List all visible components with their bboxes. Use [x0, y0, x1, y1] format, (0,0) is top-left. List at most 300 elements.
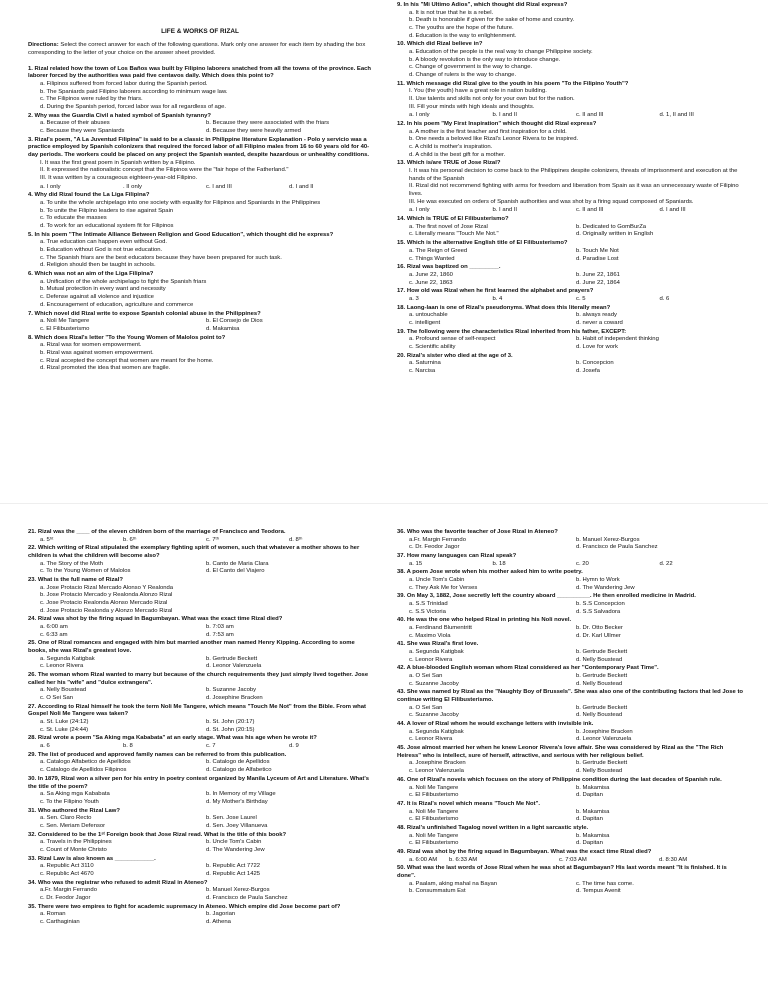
answer-option: b. Republic Act 7722 [206, 863, 261, 870]
question-item [28, 880, 372, 903]
question-item [397, 777, 743, 800]
question-item [28, 271, 372, 309]
question-text: 4. Why did Rizal found the La Liga Filipina? [28, 192, 150, 199]
question-item [397, 825, 743, 848]
answer-option: b. S.S Concepcion [576, 601, 625, 608]
question-item [28, 640, 372, 671]
answer-option: b. The Spaniards paid Filipino laborers according to minimum wage law. [40, 88, 228, 95]
question-item [28, 735, 372, 750]
answer-option: d. Religion should then be taught in schools. [40, 262, 156, 269]
left-column-top [28, 0, 372, 503]
question-item [28, 672, 372, 703]
answer-options [397, 168, 743, 206]
answer-option: b. Because they were associated with the friars [206, 120, 330, 127]
answer-option: c. II and III [576, 112, 604, 119]
question-item [28, 856, 372, 879]
answer-option: a. 6:00 AM [409, 856, 438, 863]
answer-options [397, 577, 743, 592]
question-text: 43. She was named by Rizal as the "Naughty Boy of Brussels". She was also one of the contributing factors that led Jose to continue writing El Filibusterismo. [397, 689, 743, 704]
answer-option: d. I and II [289, 183, 314, 190]
answer-options [397, 112, 743, 120]
answer-option: d. Love for work [576, 343, 618, 350]
answer-option: b. I and II [492, 207, 518, 214]
answer-option: b. Gertrude Beckett [576, 673, 628, 680]
answer-option: c. To the Young Women of Malolos [40, 568, 131, 575]
answer-option: c. Defense against all violence and injustice [40, 294, 154, 301]
document-title: LIFE & WORKS OF RIZAL [161, 28, 239, 35]
question-text: 47. It is Rizal's novel which means "Touch Me Not". [397, 800, 541, 807]
answer-option: a. O Sei San [409, 673, 443, 680]
answer-option: a. The first novel of Jose Rizal [409, 223, 488, 230]
answer-option: c. Dr. Feodor Jagor [40, 894, 91, 901]
answer-options [397, 248, 743, 263]
question-text: 18. Laong-laan is one of Rizal's pseudonyms. What does this literally mean? [397, 304, 611, 311]
answer-options [397, 10, 743, 41]
question-item [397, 353, 743, 376]
answer-option: d. Originally written in English [576, 231, 654, 238]
answer-option: d. Rizal promoted the idea that women are fragile. [40, 365, 171, 372]
answer-option: c. El Filibusterismo [409, 840, 459, 847]
question-item [28, 832, 372, 855]
answer-option: d. Makamisa [206, 325, 240, 332]
question-item [397, 288, 743, 303]
answer-option: a.Fr. Margin Ferrando [409, 536, 466, 543]
answer-option: c. Leonor Rivera [409, 736, 453, 743]
answer-option: d. Dapitan [576, 816, 603, 823]
answer-option: d. S.S Salvadora [576, 608, 621, 615]
answer-option: c. To educate the masses [40, 215, 107, 222]
answer-option: a. To unite the whole archipelago into one society with equality for Filipinos and Spaniards in the Philippines [40, 200, 321, 207]
answer-option: d. June 22, 1864 [576, 279, 620, 286]
answer-option: c. 5 [576, 295, 586, 302]
question-text: 19. The following were the characteristics Rizal inherited from his father, EXCEPT: [397, 328, 627, 335]
answer-options [397, 312, 743, 327]
answer-options [28, 656, 372, 671]
answer-option: b. 18 [492, 560, 506, 567]
answer-option: a. The Story of the Moth [40, 560, 104, 567]
answer-option: d. 7:53 am [206, 631, 234, 638]
answer-options [397, 705, 743, 720]
answer-option: a. Because of their abuses [40, 120, 110, 127]
answer-option: d. Dapitan [576, 840, 603, 847]
answer-options [28, 200, 372, 231]
answer-option: d. Nelly Boustead [576, 712, 623, 719]
answer-option: c. The Filipinos were ruled by the friars. [40, 96, 143, 103]
answer-option: a. Sen. Claro Recto [40, 815, 92, 822]
answer-option: c. Republic Act 4670 [40, 870, 94, 877]
answer-options [397, 857, 743, 865]
answer-option: c. 7 [206, 743, 216, 750]
answer-option: c. Count of Monte Christo [40, 846, 107, 853]
question-text: 41. She was Rizal's first love. [397, 641, 479, 648]
answer-option: b. 8 [123, 743, 133, 750]
answer-option: c. Narcisa [409, 367, 436, 374]
answer-option: d. Because they were heavily armed [206, 128, 301, 135]
answer-option: a. Republic Act 3110 [40, 863, 94, 870]
answer-option: a. Education of the people is the real way to change Philippine society. [409, 49, 593, 56]
page-top-half [0, 0, 768, 503]
answer-option: b. always ready [576, 312, 617, 319]
question-item [397, 216, 743, 239]
answer-option: c. intelligent [409, 319, 441, 326]
right-column-top [397, 0, 743, 503]
answer-option: b. Catalogo de Apellidos [206, 759, 270, 766]
question-item [28, 577, 372, 615]
answer-option: a. Segunda Katigbak [409, 728, 464, 735]
answer-option: a. Segunda Katigbak [409, 649, 464, 656]
answer-option: b. In Memory of my Village [206, 791, 276, 798]
answer-option: b. One needs a beloved like Rizal's Leonor Rivera to be inspired. [409, 136, 579, 143]
answer-option: c. June 22, 1863 [409, 279, 453, 286]
answer-option: a. Ferdinand Blumentritt [409, 625, 472, 632]
answer-option: c. Literally means "Touch Me Not." [409, 231, 499, 238]
answer-option: c. The time has come. [576, 880, 634, 887]
answer-option: c. Sen. Meriam Defensor [40, 822, 106, 829]
answer-option: a. Noli Me Tangere [409, 832, 459, 839]
answer-option: d. Paradise Lost [576, 255, 619, 262]
answer-option: a. Noli Me Tangere [409, 784, 459, 791]
question-item [397, 121, 743, 159]
answer-options [28, 160, 372, 183]
answer-option: c. El Filibusterismo [40, 325, 90, 332]
answer-option: c. Leonor Rivera [40, 663, 84, 670]
answer-option: c. St. Luke (24:44) [40, 726, 89, 733]
question-text: 15. Which is the alternative English title of El Filibusterismo? [397, 240, 568, 247]
question-item [28, 529, 372, 544]
answer-option: b. Dr. Otto Becker [576, 625, 623, 632]
answer-option: b. 6ᵗʰ [123, 536, 137, 543]
question-text: 24. Rizal was shot by the firing squad in Bagumbayan. What was the exact time Rizal died? [28, 616, 283, 623]
answer-options [397, 360, 743, 375]
question-item [28, 66, 372, 112]
answer-option: a. Paalam, aking mahal na Bayan [409, 880, 498, 887]
answer-option: c. 20 [576, 560, 589, 567]
question-text: 40. He was the one who helped Rizal in printing his Noli novel. [397, 617, 572, 624]
answer-option: a. The Reign of Greed [409, 247, 468, 254]
answer-option: c. Carthaginian [40, 918, 80, 925]
answer-option: d. My Mother's Birthday [206, 798, 268, 805]
answer-options [28, 887, 372, 902]
question-item [28, 113, 372, 136]
answer-option: c. A child is mother's inspiration. [409, 144, 493, 151]
answer-options [28, 184, 372, 192]
answer-option: c. Rizal accepted the concept that women are meant for the home. [40, 357, 214, 364]
answer-option: c. The Spanish friars are the best educators because they have been prepared for such task. [40, 254, 282, 261]
answer-option: b. 6:33 AM [449, 856, 478, 863]
question-item [397, 849, 743, 864]
answer-option: a.Fr. Margin Ferrando [40, 887, 97, 894]
answer-option: d. To work for an educational system fit for Filipinos [40, 223, 174, 230]
answer-option: d. Leonor Valenzuela [206, 663, 262, 670]
question-text: 21. Rizal was the ____ of the eleven children born of the marriage of Francisco and Teodora. [28, 529, 286, 535]
question-item [28, 776, 372, 807]
question-item [28, 311, 372, 334]
question-text: 25. One of Rizal romances and engaged with him but married another man named Henry Kipping. According to some books, she was Rizal's greatest love. [28, 640, 355, 655]
answer-options [397, 729, 743, 744]
question-item [397, 801, 743, 824]
answer-options [397, 224, 743, 239]
question-item [397, 689, 743, 720]
question-text: 10. Which did Rizal believe in? [397, 41, 483, 48]
question-item [397, 305, 743, 328]
answer-options [397, 207, 743, 215]
answer-options [397, 88, 743, 111]
answer-options [28, 561, 372, 576]
answer-option: II. Use talents and skills not only for your own but for the nation. [409, 96, 575, 103]
answer-option: c. Maximo Viola [409, 632, 451, 639]
answer-option: a. 6:00 am [40, 624, 68, 631]
right-column-bottom [397, 504, 743, 1007]
answer-options [28, 81, 372, 112]
answer-option: d. Dr. Karl Ullmer [576, 632, 621, 639]
answer-option: c. El Filibusterismo [409, 792, 459, 799]
question-item [397, 665, 743, 688]
answer-option: b. Manuel Xerez-Burgos [576, 536, 640, 543]
answer-option: a. Jose Protacio Rizal Mercado Alonso Y Realonda [40, 584, 174, 591]
answer-option: c. Leonor Rivera [409, 656, 453, 663]
answer-option: d. Education is the way to enlightenment. [409, 32, 517, 39]
answer-option: III. It was written by a courageous eighteen-year-old Filipino. [40, 175, 198, 182]
answer-option: a. Noli Me Tangere [40, 318, 90, 325]
answer-option: d. 8:30 AM [659, 856, 688, 863]
answer-option: b. Mutual protection in every want and necessity [40, 286, 166, 293]
answer-options [28, 120, 372, 135]
answer-options [397, 537, 743, 552]
question-item [28, 904, 372, 927]
question-text: 26. The woman whom Rizal wanted to marry but because of the church requirements they just simply lived together. Jose called her his "wife" and "dulce extrangera". [28, 672, 369, 686]
answer-options [28, 719, 372, 734]
answer-options [397, 336, 743, 351]
question-text: 37. How many languages can Rizal speak? [397, 553, 517, 560]
answer-option: c. 7ᵗʰ [206, 536, 220, 543]
answer-options [397, 833, 743, 848]
answer-option: b. Josephine Bracken [576, 728, 633, 735]
question-item [397, 553, 743, 568]
question-item [397, 240, 743, 263]
answer-option: a. S.S Trinidad [409, 601, 448, 608]
question-item [28, 137, 372, 183]
answer-options [397, 625, 743, 640]
answer-options [397, 561, 743, 569]
question-text: 14. Which is TRUE of El Filibusterismo? [397, 216, 509, 223]
question-item [397, 41, 743, 79]
question-text: 5. In his poem "The Intimate Alliance Between Religion and Good Education", which thought did he express? [28, 231, 334, 238]
answer-option: d. Nelly Boustead [576, 768, 623, 775]
answer-option: c. II and III [576, 207, 604, 214]
answer-option: b. Concepcion [576, 360, 614, 367]
answer-option: d. A child is the best gift for a mother. [409, 151, 506, 158]
page-bottom-half [0, 503, 768, 1007]
question-text: 8. Which does Rizal's letter "To the Young Women of Malolos point to? [28, 334, 226, 341]
answer-option: a. Uncle Tom's Cabin [409, 577, 465, 584]
answer-option: b. Sen. Jose Laurel [206, 815, 257, 822]
question-text: 31. Who authored the Rizal Law? [28, 807, 120, 814]
answer-option: b. Hymn to Work [576, 577, 620, 584]
question-item [28, 184, 372, 192]
question-text: 42. A blue-blooded English woman whom Rizal considered as her "Contemporary Past Time". [397, 665, 659, 672]
answer-option: III. He was executed on orders of Spanish authorities and was shot by a firing squad composed of Spaniards. [409, 198, 694, 205]
answer-option: b. Uncle Tom's Cabin [206, 839, 262, 846]
answer-option: d. Tempus Avenit [576, 888, 621, 895]
question-list [397, 529, 743, 896]
answer-options [397, 649, 743, 664]
question-item [28, 752, 372, 775]
answer-option: c. 6:33 am [40, 631, 68, 638]
question-text: 17. How old was Rizal when he first learned the alphabet and prayers? [397, 288, 594, 295]
answer-option: c. S.S Victoria [409, 608, 446, 615]
answer-options [28, 585, 372, 616]
answer-options [28, 537, 372, 545]
answer-option: d. Dapitan [576, 792, 603, 799]
answer-option: d. The Wandering Jew [206, 846, 265, 853]
question-text: 45. Jose almost married her when he knew Leonor Rivera's love affair. She was considered by Rizal as the "The Rich Heiress" who is intellect, sure of herself, attractive, and serious with her religious belief. [397, 745, 724, 759]
answer-option: b. Makamisa [576, 808, 610, 815]
question-text: 35. There were two empires to fight for academic supremacy in Ateneo. Which empire did Jose become part of? [28, 903, 341, 910]
answer-option: II. Rizal did not recommend fighting with arms for freedom and liberation from Spain as it was an unnecessary waste of Filipino lives. [409, 183, 739, 198]
answer-option: d. Republic Act 1425 [206, 870, 261, 877]
answer-option: a. June 22, 1860 [409, 271, 453, 278]
question-text: 9. In his "Mi Ultimo Adios", which thought did Rizal express? [397, 2, 568, 8]
answer-option: a. I only [409, 207, 430, 214]
answer-option: a. A mother is the first teacher and first inspiration for a child. [409, 128, 567, 135]
answer-option: b. Dedicated to GomBurZa [576, 223, 647, 230]
answer-option: b. El Consejo de Dios [206, 318, 263, 325]
answer-option: b. Gertrude Beckett [206, 655, 258, 662]
answer-option: d. Leonor Valenzuela [576, 736, 632, 743]
answer-option: b. Consummatum Est [409, 888, 466, 895]
answer-options [397, 809, 743, 824]
question-item [397, 641, 743, 664]
question-text: 3. Rizal's poem, "A La Juventud Filipina" is said to be a classic in Philippine literature Explanation - Polo y servicio was a practice employed by Spanish colonizers that required the forced labor of all Filipino males from 16 to 60 years old for 40-day periods. The workers could be placed on any project the Spanish wanted, despite hazardous or unhealthy conditions. [28, 136, 370, 159]
question-text: 16. Rizal was baptized on _________. [397, 264, 501, 271]
question-text: 49. Rizal was shot by the firing squad in Bagumbayan. What was the exact time Rizal died? [397, 848, 652, 855]
answer-option: d. El Canto del Viajero [206, 568, 265, 575]
answer-option: c. To the Filipino Youth [40, 798, 99, 805]
answer-option: d. Change of rulers is the way to change. [409, 72, 517, 79]
answer-option: a. Unification of the whole archipelago to fight the Spanish friars [40, 278, 207, 285]
question-text: 13. Which is/are TRUE of Jose Rizal? [397, 160, 501, 167]
answer-option: d. Jose Protacio Realonda y Alonzo Mercado Rizal [40, 607, 173, 614]
question-text: 6. Which was not an aim of the Liga Filipina? [28, 271, 154, 278]
answer-option: c. They Ask Me for Verses [409, 584, 478, 591]
answer-option: d. During the Spanish period, forced labor was for all regardless of age. [40, 104, 226, 111]
answer-option: I. It was the first great poem in Spanish written by a Filipino. [40, 159, 196, 166]
answer-option: c. The youths are the hope of the future. [409, 25, 514, 32]
answer-options [397, 272, 743, 287]
question-text: 29. The list of produced and approved family names can be referred to from this publication. [28, 751, 287, 758]
answer-option: c. I and III [206, 183, 232, 190]
question-text: 36. Who was the favorite teacher of Jose Rizal in Ateneo? [397, 529, 558, 535]
question-item [28, 335, 372, 373]
question-text: 7. Which novel did Rizal write to expose Spanish colonial abuse in the Philippines? [28, 310, 261, 317]
question-list [397, 2, 743, 376]
answer-option: c. O Sei San [40, 695, 74, 702]
answer-options [28, 863, 372, 878]
answer-option: c. El Filibusterismo [409, 816, 459, 823]
answer-option: d. Sen. Joey Villanueva [206, 822, 268, 829]
answer-options [397, 49, 743, 80]
question-item [397, 721, 743, 744]
answer-options [28, 342, 372, 373]
answer-option: a. True education can happen even without God. [40, 239, 168, 246]
answer-option: d. Athena [206, 918, 231, 925]
question-list [28, 529, 372, 927]
question-text: 27. According to Rizal himself he took the term Noli Me Tangere, which means "Touch Me Not" from the Bible. From what Gospel Noli Me Tangere was taken? [28, 703, 367, 718]
answer-option: a. 3 [409, 295, 419, 302]
answer-option: b. Touch Me Not [576, 247, 619, 254]
question-item [397, 865, 743, 896]
answer-option: b. To unite the Filipino leaders to rise against Spain [40, 207, 174, 214]
answer-option: a. Saturnina [409, 360, 441, 367]
answer-option: d. The Wandering Jew [576, 584, 635, 591]
question-item [397, 329, 743, 352]
question-item [28, 545, 372, 576]
answer-options [397, 601, 743, 616]
answer-option: c. Jose Protacio Realonda Alonso Mercado Rizal [40, 600, 168, 607]
answer-option: a. 5ʰᵗ [40, 536, 54, 543]
answer-option: a. Roman [40, 911, 66, 918]
answer-options [397, 881, 743, 896]
answer-options [397, 785, 743, 800]
question-item [397, 112, 743, 120]
answer-option: d. Josephine Bracken [206, 695, 263, 702]
answer-option: a. Noli Me Tangere [409, 808, 459, 815]
question-item [28, 232, 372, 270]
answer-option: b. Suzanne Jacoby [206, 687, 257, 694]
answer-option: . II only [123, 183, 142, 190]
answer-option: a. O Sei San [409, 704, 443, 711]
answer-option: d. Francisco de Paula Sanchez [576, 544, 658, 551]
answer-option: b. St. John (20:17) [206, 719, 255, 726]
question-item [397, 745, 743, 776]
answer-options [28, 239, 372, 270]
answer-options [28, 759, 372, 774]
left-column-bottom [28, 504, 372, 1007]
question-item [397, 569, 743, 592]
question-item [397, 264, 743, 287]
answer-options [28, 815, 372, 830]
question-text: 34. Who was the registrar who refused to admit Rizal in Ateneo? [28, 879, 208, 886]
answer-option: I. It was his personal decision to come back to the Philippines despite colonizers, threats of imprisonment and execution at the hands of the Spanish [409, 168, 738, 182]
answer-options [397, 673, 743, 688]
answer-option: d. never a coward [576, 319, 623, 326]
answer-options [28, 624, 372, 639]
answer-option: b. Rizal was against women empowerment. [40, 349, 154, 356]
question-item [397, 207, 743, 215]
answer-option: b. Jose Protacio Mercado y Realonda Alonzo Rizal [40, 592, 173, 599]
answer-option: c. Because they were Spaniards [40, 128, 125, 135]
directions-text: Select the correct answer for each of the following questions. Mark only one answer for each item by shading the box corresponding to the letter of your choice on the answer sheet provided. [28, 42, 366, 56]
answer-option: b. Gertrude Beckett [576, 649, 628, 656]
question-text: 20. Rizal's sister who died at the age of 3. [397, 352, 513, 359]
answer-options [397, 296, 743, 304]
answer-option: d. 9 [289, 743, 299, 750]
answer-option: a. Sa Aking mga Kababata [40, 791, 110, 798]
question-text: 48. Rizal's unfinished Tagalog novel written in a light sarcastic style. [397, 824, 589, 831]
answer-option: c. Dr. Feodor Jagor [409, 544, 460, 551]
question-text: 23. What is the full name of Rizal? [28, 577, 123, 584]
answer-option: a. I only [40, 183, 61, 190]
question-item [397, 593, 743, 616]
answer-option: c. Suzanne Jacoby [409, 680, 459, 687]
question-list [28, 66, 372, 373]
question-item [397, 529, 743, 552]
answer-options [28, 839, 372, 854]
answer-option: c. Scientific ability [409, 343, 456, 350]
answer-option: b. Education without God is not true education. [40, 247, 163, 254]
answer-options [397, 129, 743, 160]
answer-option: III. Fill your minds with high ideals and thoughts. [409, 103, 535, 110]
